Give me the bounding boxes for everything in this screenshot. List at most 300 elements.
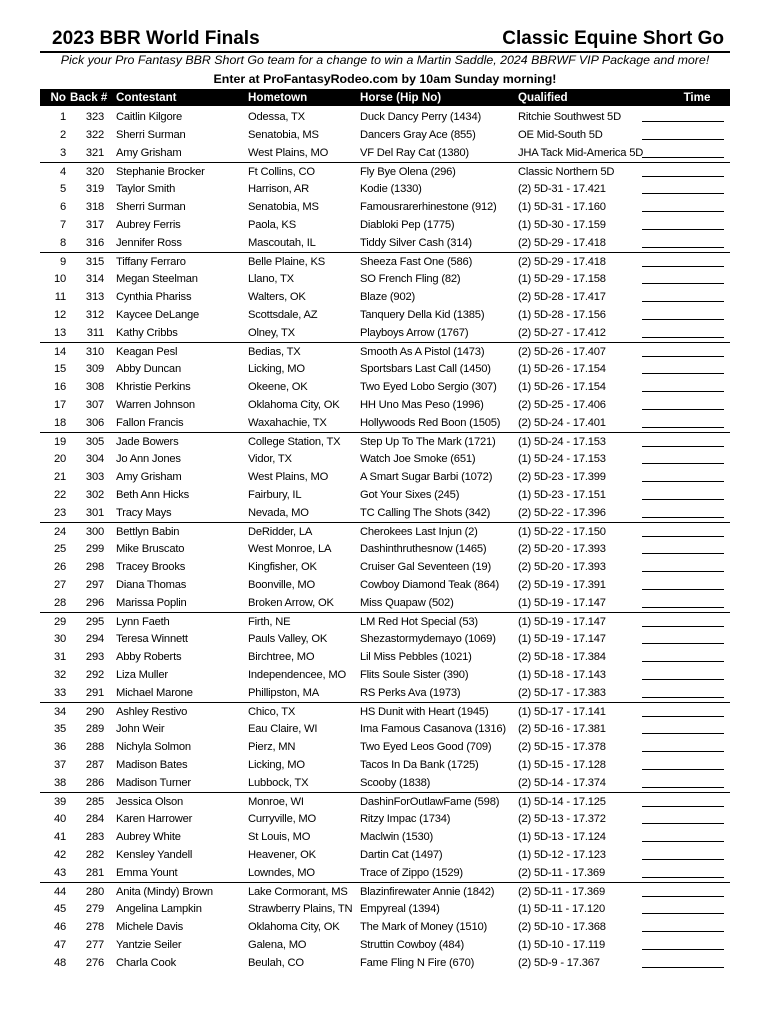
- hometown: Ft Collins, CO: [248, 166, 315, 178]
- horse-name: Ima Famous Casanova (1316): [360, 723, 506, 735]
- qualification: (2) 5D-11 - 17.369: [518, 867, 605, 879]
- time-entry-line: [642, 626, 724, 627]
- hometown: Walters, OK: [248, 291, 306, 303]
- back-number: 299: [85, 543, 104, 555]
- row-number: 21: [53, 471, 66, 483]
- time-entry-line: [642, 967, 724, 968]
- qualification: JHA Tack Mid-America 5D: [518, 147, 644, 159]
- time-entry-line: [642, 409, 724, 410]
- qualification: (1) 5D-13 - 17.124: [518, 831, 606, 843]
- hometown: Birchtree, MO: [248, 651, 315, 663]
- time-entry-line: [642, 427, 724, 428]
- back-number: 322: [85, 129, 104, 141]
- row-number: 47: [53, 939, 66, 951]
- row-number: 9: [59, 256, 66, 268]
- contestant-table: [40, 108, 730, 972]
- horse-name: Two Eyed Lobo Sergio (307): [360, 381, 497, 393]
- row-number: 34: [53, 706, 66, 718]
- back-number: 296: [85, 597, 104, 609]
- qualification: (1) 5D-12 - 17.123: [518, 849, 606, 861]
- contestant-name: Madison Turner: [116, 777, 191, 789]
- horse-name: Shezastormydemayo (1069): [360, 633, 496, 645]
- table-row: [40, 738, 730, 756]
- qualification: Ritchie Southwest 5D: [518, 111, 621, 123]
- contestant-name: Madison Bates: [116, 759, 188, 771]
- contestant-name: Jade Bowers: [116, 436, 179, 448]
- time-entry-line: [642, 571, 724, 572]
- table-row: [40, 378, 730, 396]
- time-entry-line: [642, 247, 724, 248]
- row-number: 20: [53, 453, 66, 465]
- back-number: 303: [85, 471, 104, 483]
- row-number: 2: [59, 129, 66, 141]
- hometown: Vidor, TX: [248, 453, 292, 465]
- contestant-name: Karen Harrower: [116, 813, 193, 825]
- back-number: 308: [85, 381, 104, 393]
- table-row: [40, 306, 730, 324]
- back-number: 277: [85, 939, 104, 951]
- time-entry-line: [642, 337, 724, 338]
- table-row: [40, 900, 730, 918]
- row-number: 36: [53, 741, 66, 753]
- row-number: 17: [53, 399, 66, 411]
- contestant-name: Taylor Smith: [116, 183, 176, 195]
- qualification: (1) 5D-22 - 17.150: [518, 526, 606, 538]
- header-no: No: [50, 91, 66, 104]
- horse-name: SO French Fling (82): [360, 273, 461, 285]
- horse-name: Tanquery Della Kid (1385): [360, 309, 485, 321]
- contestant-name: Fallon Francis: [116, 417, 184, 429]
- row-number: 23: [53, 507, 66, 519]
- time-entry-line: [642, 769, 724, 770]
- qualification: (1) 5D-24 - 17.153: [518, 453, 606, 465]
- horse-name: Blaze (902): [360, 291, 416, 303]
- time-entry-line: [642, 121, 724, 122]
- back-number: 293: [85, 651, 104, 663]
- qualification: (1) 5D-24 - 17.153: [518, 436, 606, 448]
- horse-name: Tacos In Da Bank (1725): [360, 759, 479, 771]
- qualification: (2) 5D-24 - 17.401: [518, 417, 606, 429]
- back-number: 276: [85, 957, 104, 969]
- horse-name: Fly Bye Olena (296): [360, 166, 456, 178]
- table-row: [40, 666, 730, 684]
- contestant-name: Sherri Surman: [116, 129, 186, 141]
- contestant-name: Liza Muller: [116, 669, 168, 681]
- time-entry-line: [642, 391, 724, 392]
- horse-name: Lil Miss Pebbles (1021): [360, 651, 472, 663]
- qualification: (2) 5D-23 - 17.399: [518, 471, 606, 483]
- horse-name: Trace of Zippo (1529): [360, 867, 463, 879]
- back-number: 286: [85, 777, 104, 789]
- qualification: (2) 5D-28 - 17.417: [518, 291, 606, 303]
- back-number: 290: [85, 706, 104, 718]
- contestant-name: Tracey Brooks: [116, 561, 186, 573]
- contestant-name: Lynn Faeth: [116, 616, 170, 628]
- qualification: (1) 5D-14 - 17.125: [518, 796, 606, 808]
- table-row: [40, 936, 730, 954]
- time-entry-line: [642, 553, 724, 554]
- horse-name: DashinForOutlawFame (598): [360, 796, 500, 808]
- row-number: 38: [53, 777, 66, 789]
- horse-name: Got Your Sixes (245): [360, 489, 460, 501]
- row-number: 24: [53, 526, 66, 538]
- hometown: Pierz, MN: [248, 741, 296, 753]
- promo-subtitle: Pick your Pro Fantasy BBR Short Go team for a change to win a Martin Saddle, 2024 BBRWF VIP Package and more!: [60, 53, 710, 67]
- back-number: 313: [85, 291, 104, 303]
- back-number: 318: [85, 201, 104, 213]
- time-entry-line: [642, 806, 724, 807]
- horse-name: Maclwin (1530): [360, 831, 434, 843]
- back-number: 288: [85, 741, 104, 753]
- horse-name: RS Perks Ava (1973): [360, 687, 461, 699]
- horse-name: Dancers Gray Ace (855): [360, 129, 476, 141]
- row-number: 26: [53, 561, 66, 573]
- horse-name: Smooth As A Pistol (1473): [360, 346, 485, 358]
- header-back: Back #: [70, 91, 108, 104]
- back-number: 320: [85, 166, 104, 178]
- table-row: [40, 324, 730, 342]
- qualification: (2) 5D-18 - 17.384: [518, 651, 606, 663]
- qualification: (2) 5D-25 - 17.406: [518, 399, 606, 411]
- qualification: (2) 5D-15 - 17.378: [518, 741, 606, 753]
- contestant-name: Tracy Mays: [116, 507, 172, 519]
- time-entry-line: [642, 733, 724, 734]
- back-number: 310: [85, 346, 104, 358]
- qualification: (2) 5D-10 - 17.368: [518, 921, 606, 933]
- qualification: (2) 5D-26 - 17.407: [518, 346, 606, 358]
- table-row: [40, 630, 730, 648]
- hometown: Licking, MO: [248, 759, 305, 771]
- header-time: Time: [683, 91, 711, 104]
- qualification: (2) 5D-13 - 17.372: [518, 813, 606, 825]
- row-number: 1: [59, 111, 66, 123]
- time-entry-line: [642, 319, 724, 320]
- qualification: (1) 5D-26 - 17.154: [518, 363, 606, 375]
- back-number: 301: [85, 507, 104, 519]
- horse-name: Cowboy Diamond Teak (864): [360, 579, 500, 591]
- row-number: 27: [53, 579, 66, 591]
- qualification: (2) 5D-20 - 17.393: [518, 561, 606, 573]
- event-title: Classic Equine Short Go: [502, 28, 724, 49]
- contestant-name: Kaycee DeLange: [116, 309, 200, 321]
- time-entry-line: [642, 283, 724, 284]
- contestant-name: Amy Grisham: [116, 471, 182, 483]
- back-number: 278: [85, 921, 104, 933]
- table-row: [40, 576, 730, 594]
- row-number: 37: [53, 759, 66, 771]
- qualification: Classic Northern 5D: [518, 166, 615, 178]
- header-hometown: Hometown: [248, 91, 308, 104]
- horse-name: Playboys Arrow (1767): [360, 327, 469, 339]
- time-entry-line: [642, 517, 724, 518]
- back-number: 297: [85, 579, 104, 591]
- row-number: 28: [53, 597, 66, 609]
- back-number: 295: [85, 616, 104, 628]
- table-row: [40, 234, 730, 252]
- contestant-name: Abby Roberts: [116, 651, 182, 663]
- table-row: [40, 882, 730, 900]
- row-number: 4: [59, 166, 66, 178]
- time-entry-line: [642, 481, 724, 482]
- back-number: 298: [85, 561, 104, 573]
- horse-name: HS Dunit with Heart (1945): [360, 706, 489, 718]
- hometown: Llano, TX: [248, 273, 294, 285]
- document-title: 2023 BBR World Finals: [52, 28, 260, 49]
- contestant-name: Charla Cook: [116, 957, 176, 969]
- row-number: 14: [53, 346, 66, 358]
- table-row: [40, 486, 730, 504]
- contestant-name: Teresa Winnett: [116, 633, 188, 645]
- hometown: Waxahachie, TX: [248, 417, 327, 429]
- time-entry-line: [642, 716, 724, 717]
- qualification: (1) 5D-18 - 17.143: [518, 669, 606, 681]
- contestant-name: Nichyla Solmon: [116, 741, 191, 753]
- horse-name: Step Up To The Mark (1721): [360, 436, 496, 448]
- horse-name: Diabloki Pep (1775): [360, 219, 455, 231]
- row-number: 6: [59, 201, 66, 213]
- row-number: 8: [59, 237, 66, 249]
- horse-name: Famousrarerhinestone (912): [360, 201, 497, 213]
- horse-name: Miss Quapaw (502): [360, 597, 454, 609]
- back-number: 282: [85, 849, 104, 861]
- horse-name: Blazinfirewater Annie (1842): [360, 886, 495, 898]
- hometown: Kingfisher, OK: [248, 561, 317, 573]
- row-number: 35: [53, 723, 66, 735]
- time-entry-line: [642, 697, 724, 698]
- row-number: 10: [53, 273, 66, 285]
- table-row: [40, 828, 730, 846]
- horse-name: Dashinthruthesnow (1465): [360, 543, 487, 555]
- qualification: (2) 5D-16 - 17.381: [518, 723, 606, 735]
- qualification: (2) 5D-29 - 17.418: [518, 256, 606, 268]
- horse-name: Duck Dancy Perry (1434): [360, 111, 481, 123]
- horse-name: Cruiser Gal Seventeen (19): [360, 561, 491, 573]
- time-entry-line: [642, 356, 724, 357]
- time-entry-line: [642, 913, 724, 914]
- contestant-name: Megan Steelman: [116, 273, 198, 285]
- time-entry-line: [642, 661, 724, 662]
- qualification: (1) 5D-19 - 17.147: [518, 633, 606, 645]
- hometown: DeRidder, LA: [248, 526, 313, 538]
- row-number: 19: [53, 436, 66, 448]
- contestant-name: Anita (Mindy) Brown: [116, 886, 213, 898]
- hometown: West Plains, MO: [248, 471, 329, 483]
- qualification: (1) 5D-10 - 17.119: [518, 939, 605, 951]
- horse-name: The Mark of Money (1510): [360, 921, 488, 933]
- back-number: 323: [85, 111, 104, 123]
- back-number: 285: [85, 796, 104, 808]
- horse-name: Two Eyed Leos Good (709): [360, 741, 492, 753]
- contestant-name: Caitlin Kilgore: [116, 111, 183, 123]
- horse-name: Empyreal (1394): [360, 903, 440, 915]
- contestant-name: Michael Marone: [116, 687, 193, 699]
- hometown: Monroe, WI: [248, 796, 304, 808]
- time-entry-line: [642, 193, 724, 194]
- back-number: 306: [85, 417, 104, 429]
- contestant-name: Diana Thomas: [116, 579, 187, 591]
- qualification: (1) 5D-31 - 17.160: [518, 201, 606, 213]
- back-number: 294: [85, 633, 104, 645]
- table-row: [40, 810, 730, 828]
- hometown: Independencee, MO: [248, 669, 346, 681]
- hometown: Lubbock, TX: [248, 777, 309, 789]
- back-number: 300: [85, 526, 104, 538]
- back-number: 284: [85, 813, 104, 825]
- table-row: [40, 846, 730, 864]
- hometown: Olney, TX: [248, 327, 295, 339]
- contestant-name: Keagan Pesl: [116, 346, 178, 358]
- row-number: 13: [53, 327, 66, 339]
- back-number: 317: [85, 219, 104, 231]
- contestant-name: Tiffany Ferraro: [116, 256, 186, 268]
- table-row: [40, 468, 730, 486]
- hometown: Strawberry Plains, TN: [248, 903, 353, 915]
- hometown: Lake Cormorant, MS: [248, 886, 348, 898]
- time-entry-line: [642, 643, 724, 644]
- table-header: [40, 89, 730, 106]
- table-row: [40, 360, 730, 378]
- row-number: 39: [53, 796, 66, 808]
- row-number: 44: [53, 886, 66, 898]
- header-qualified: Qualified: [518, 91, 568, 104]
- horse-name: Sportsbars Last Call (1450): [360, 363, 491, 375]
- qualification: (2) 5D-29 - 17.418: [518, 237, 606, 249]
- table-row: [40, 612, 730, 630]
- hometown: Odessa, TX: [248, 111, 305, 123]
- qualification: (1) 5D-23 - 17.151: [518, 489, 606, 501]
- qualification: (1) 5D-19 - 17.147: [518, 597, 606, 609]
- qualification: (1) 5D-17 - 17.141: [518, 706, 606, 718]
- table-row: [40, 558, 730, 576]
- time-entry-line: [642, 841, 724, 842]
- hometown: Senatobia, MS: [248, 129, 319, 141]
- hometown: Broken Arrow, OK: [248, 597, 334, 609]
- horse-name: Dartin Cat (1497): [360, 849, 443, 861]
- table-row: [40, 180, 730, 198]
- row-number: 46: [53, 921, 66, 933]
- contestant-name: Amy Grisham: [116, 147, 182, 159]
- hometown: Licking, MO: [248, 363, 305, 375]
- qualification: (2) 5D-20 - 17.393: [518, 543, 606, 555]
- table-row: [40, 648, 730, 666]
- row-number: 31: [53, 651, 66, 663]
- table-row: [40, 108, 730, 126]
- hometown: Phillipston, MA: [248, 687, 319, 699]
- contestant-name: Warren Johnson: [116, 399, 195, 411]
- back-number: 316: [85, 237, 104, 249]
- table-row: [40, 522, 730, 540]
- contestant-name: Ashley Restivo: [116, 706, 188, 718]
- horse-name: HH Uno Mas Peso (1996): [360, 399, 484, 411]
- contestant-name: Kensley Yandell: [116, 849, 193, 861]
- back-number: 321: [85, 147, 104, 159]
- table-row: [40, 198, 730, 216]
- table-row: [40, 918, 730, 936]
- horse-name: TC Calling The Shots (342): [360, 507, 491, 519]
- row-number: 16: [53, 381, 66, 393]
- table-row: [40, 684, 730, 702]
- table-row: [40, 504, 730, 522]
- table-row: [40, 414, 730, 432]
- row-number: 42: [53, 849, 66, 861]
- contestant-name: Kathy Cribbs: [116, 327, 178, 339]
- qualification: (1) 5D-28 - 17.156: [518, 309, 606, 321]
- table-row: [40, 252, 730, 270]
- contestant-name: Stephanie Brocker: [116, 166, 205, 178]
- qualification: (2) 5D-17 - 17.383: [518, 687, 606, 699]
- contestant-name: Yantzie Seiler: [116, 939, 182, 951]
- qualification: (2) 5D-9 - 17.367: [518, 957, 600, 969]
- time-entry-line: [642, 446, 724, 447]
- table-row: [40, 396, 730, 414]
- hometown: Beulah, CO: [248, 957, 304, 969]
- contestant-name: Aubrey Ferris: [116, 219, 181, 231]
- back-number: 307: [85, 399, 104, 411]
- row-number: 48: [53, 957, 66, 969]
- hometown: West Plains, MO: [248, 147, 329, 159]
- back-number: 311: [86, 327, 104, 339]
- hometown: Eau Claire, WI: [248, 723, 318, 735]
- back-number: 304: [85, 453, 104, 465]
- time-entry-line: [642, 211, 724, 212]
- qualification: (2) 5D-27 - 17.412: [518, 327, 606, 339]
- row-number: 29: [53, 616, 66, 628]
- time-entry-line: [642, 157, 724, 158]
- back-number: 309: [85, 363, 104, 375]
- time-entry-line: [642, 823, 724, 824]
- horse-name: VF Del Ray Cat (1380): [360, 147, 469, 159]
- row-number: 45: [53, 903, 66, 915]
- hometown: Belle Plaine, KS: [248, 256, 326, 268]
- table-row: [40, 126, 730, 144]
- row-number: 5: [59, 183, 66, 195]
- qualification: (1) 5D-19 - 17.147: [518, 616, 606, 628]
- hometown: Curryville, MO: [248, 813, 317, 825]
- time-entry-line: [642, 373, 724, 374]
- qualification: (2) 5D-31 - 17.421: [518, 183, 606, 195]
- qualification: (1) 5D-30 - 17.159: [518, 219, 606, 231]
- contestant-name: Jo Ann Jones: [116, 453, 181, 465]
- entry-instruction: Enter at ProFantasyRodeo.com by 10am Sunday morning!: [213, 72, 557, 86]
- table-row: [40, 864, 730, 882]
- time-entry-line: [642, 896, 724, 897]
- back-number: 289: [85, 723, 104, 735]
- row-number: 12: [53, 309, 66, 321]
- hometown: Nevada, MO: [248, 507, 309, 519]
- row-number: 15: [53, 363, 66, 375]
- header-contestant: Contestant: [116, 91, 177, 104]
- table-row: [40, 540, 730, 558]
- hometown: Harrison, AR: [248, 183, 310, 195]
- hometown: College Station, TX: [248, 436, 341, 448]
- time-entry-line: [642, 877, 724, 878]
- back-number: 314: [85, 273, 104, 285]
- row-number: 25: [53, 543, 66, 555]
- row-number: 22: [53, 489, 66, 501]
- horse-name: Scooby (1838): [360, 777, 431, 789]
- horse-name: Cherokees Last Injun (2): [360, 526, 478, 538]
- contestant-name: Mike Bruscato: [116, 543, 185, 555]
- horse-name: Kodie (1330): [360, 183, 422, 195]
- back-number: 287: [85, 759, 104, 771]
- time-entry-line: [642, 931, 724, 932]
- table-row: [40, 774, 730, 792]
- hometown: Senatobia, MS: [248, 201, 319, 213]
- horse-name: Ritzy Impac (1734): [360, 813, 451, 825]
- row-number: 18: [53, 417, 66, 429]
- contestant-name: Sherri Surman: [116, 201, 186, 213]
- hometown: Oklahoma City, OK: [248, 921, 340, 933]
